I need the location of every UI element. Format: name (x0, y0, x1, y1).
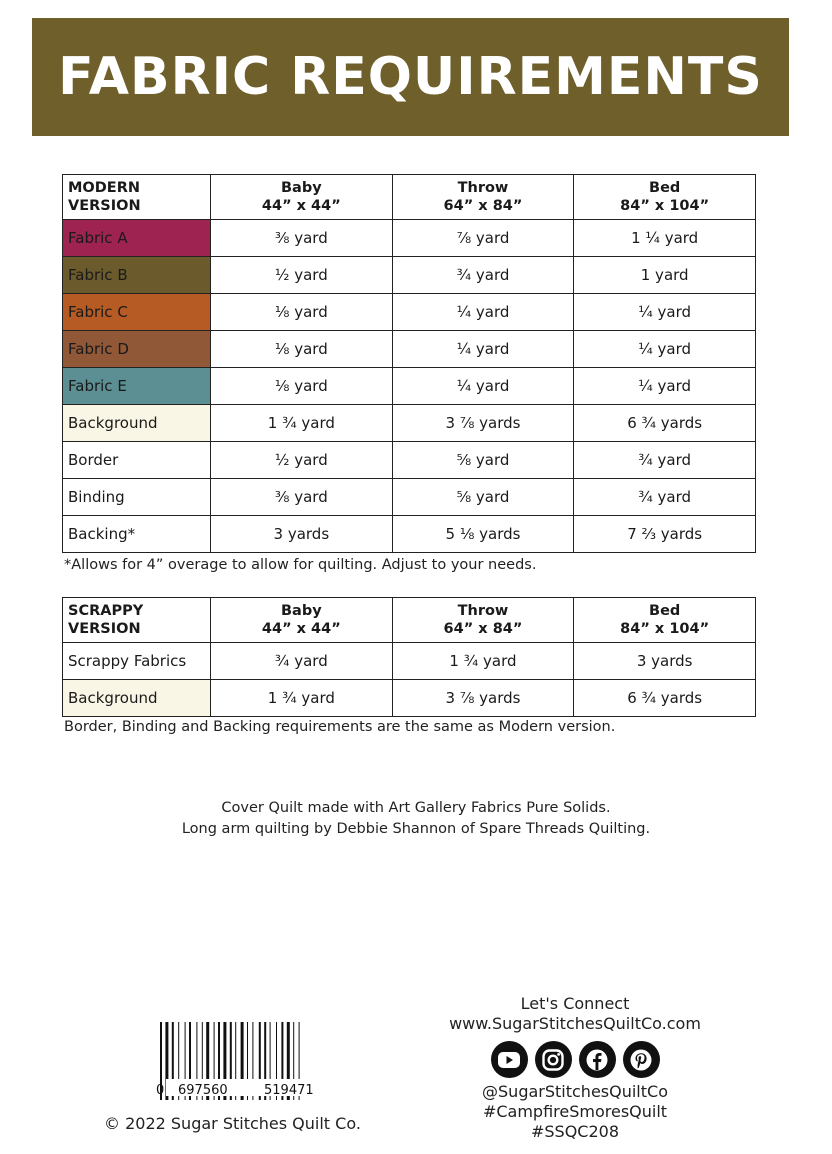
hashtag-pattern: #SSQC208 (530, 1122, 620, 1141)
column-header-bed: Bed 84” x 104” (574, 598, 756, 643)
table-row (63, 680, 756, 717)
table-row (63, 479, 756, 516)
modern-requirements-table (62, 174, 756, 553)
table-row (63, 257, 756, 294)
credits (0, 798, 832, 840)
facebook-icon[interactable] (579, 1041, 616, 1078)
table-cell: ¼ yard (574, 294, 756, 331)
table-cell: 3 yards (574, 643, 756, 680)
table-row (63, 331, 756, 368)
table-cell: 1 ¼ yard (574, 220, 756, 257)
column-header-bed: Bed 84” x 104” (574, 175, 756, 220)
fabric-label-swatch: Fabric D (63, 331, 211, 368)
fabric-label-swatch: Fabric B (63, 257, 211, 294)
table-cell: ⅛ yard (211, 368, 393, 405)
fabric-label-swatch: Background (63, 405, 211, 442)
table-row (63, 643, 756, 680)
scrappy-requirements-table (62, 597, 756, 717)
fabric-label-swatch: Fabric A (63, 220, 211, 257)
row-label: Binding (63, 479, 211, 516)
backing-footnote: *Allows for 4” overage to allow for quilting. Adjust to your needs. (64, 557, 537, 573)
table-row (63, 220, 756, 257)
barcode-group-1: 697560 (178, 1083, 228, 1098)
row-label: Scrappy Fabrics (63, 643, 211, 680)
table-cell: ⅝ yard (392, 479, 574, 516)
table-cell: ¼ yard (392, 368, 574, 405)
row-label: Border (63, 442, 211, 479)
table-cell: ⅜ yard (211, 220, 393, 257)
fabric-label-swatch: Fabric E (63, 368, 211, 405)
table-cell: ¼ yard (574, 368, 756, 405)
social-icons (430, 1041, 720, 1078)
youtube-icon[interactable] (491, 1041, 528, 1078)
scrappy-version-heading: SCRAPPY VERSION (63, 598, 211, 643)
copyright: © 2022 Sugar Stitches Quilt Co. (104, 1114, 361, 1133)
table-cell: 1 yard (574, 257, 756, 294)
fabric-label-swatch: Background (63, 680, 211, 717)
page-title: FABRIC REQUIREMENTS (58, 47, 763, 107)
table-cell: ⅛ yard (211, 331, 393, 368)
table-header-row (63, 598, 756, 643)
connect-heading: Let's Connect (520, 994, 630, 1013)
table-cell: ⅜ yard (211, 479, 393, 516)
table-cell: 1 ¾ yard (392, 643, 574, 680)
hashtag-quilt: #CampfireSmoresQuilt (482, 1102, 668, 1121)
row-label: Backing* (63, 516, 211, 553)
table-row (63, 516, 756, 553)
table-cell: 6 ¾ yards (574, 680, 756, 717)
table-cell: ¾ yard (574, 442, 756, 479)
table-cell: ¼ yard (392, 331, 574, 368)
fabric-label-swatch: Fabric C (63, 294, 211, 331)
column-header-baby: Baby 44” x 44” (211, 598, 393, 643)
credits-line-2: Long arm quilting by Debbie Shannon of Spare Threads Quilting. (181, 821, 651, 837)
table-cell: 3 ⅞ yards (392, 680, 574, 717)
scrappy-note: Border, Binding and Backing requirements are the same as Modern version. (64, 719, 616, 735)
table-cell: ¼ yard (574, 331, 756, 368)
table-cell: 1 ¾ yard (211, 405, 393, 442)
table-cell: ¾ yard (211, 643, 393, 680)
barcode (156, 1022, 344, 1102)
column-header-baby: Baby 44” x 44” (211, 175, 393, 220)
table-cell: 3 yards (211, 516, 393, 553)
barcode-left-digit: 0 (156, 1083, 165, 1098)
table-cell: 1 ¾ yard (211, 680, 393, 717)
modern-version-heading: MODERN VERSION (63, 175, 211, 220)
social-handle[interactable]: @SugarStitchesQuiltCo (482, 1082, 668, 1101)
table-cell: 6 ¾ yards (574, 405, 756, 442)
column-header-throw: Throw 64” x 84” (392, 598, 574, 643)
barcode-group-2: 519471 (264, 1083, 314, 1098)
table-cell: ⅞ yard (392, 220, 574, 257)
table-row (63, 368, 756, 405)
website-link[interactable]: www.SugarStitchesQuiltCo.com (449, 1014, 701, 1033)
table-row (63, 442, 756, 479)
instagram-icon[interactable] (535, 1041, 572, 1078)
table-cell: 7 ⅔ yards (574, 516, 756, 553)
table-cell: ¾ yard (392, 257, 574, 294)
credits-line-1: Cover Quilt made with Art Gallery Fabrics Pure Solids. (221, 800, 611, 816)
table-row (63, 405, 756, 442)
table-cell: ⅛ yard (211, 294, 393, 331)
table-cell: ⅝ yard (392, 442, 574, 479)
table-cell: ½ yard (211, 257, 393, 294)
table-cell: 3 ⅞ yards (392, 405, 574, 442)
table-header-row (63, 175, 756, 220)
table-cell: ¾ yard (574, 479, 756, 516)
pinterest-icon[interactable] (623, 1041, 660, 1078)
header-band (32, 18, 789, 136)
table-cell: ¼ yard (392, 294, 574, 331)
table-row (63, 294, 756, 331)
table-cell: ½ yard (211, 442, 393, 479)
column-header-throw: Throw 64” x 84” (392, 175, 574, 220)
table-cell: 5 ⅛ yards (392, 516, 574, 553)
connect-block (430, 994, 720, 1142)
